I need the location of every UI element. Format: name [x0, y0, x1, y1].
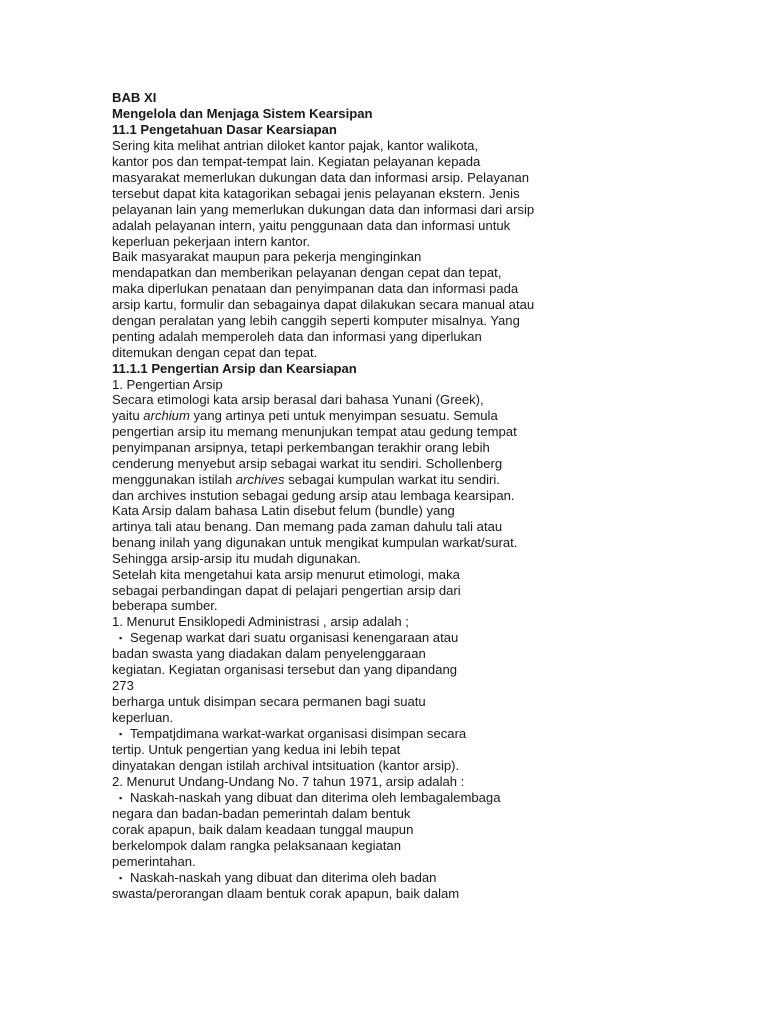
paragraph-line: adalah pelayanan intern, yaitu penggunaan data dan informasi untuk	[112, 218, 511, 233]
paragraph-line: pengertian arsip itu memang menunjukan tempat atau gedung tempat	[112, 424, 517, 439]
bullet-icon: ▪	[119, 793, 123, 803]
paragraph-line: beberapa sumber.	[112, 598, 218, 613]
paragraph-line: swasta/perorangan dlaam bentuk corak apapun, baik dalam	[112, 886, 460, 901]
source-item-2: 2. Menurut Undang-Undang No. 7 tahun 1971, arsip adalah :	[112, 774, 465, 789]
bullet-text: Naskah-naskah yang dibuat dan diterima oleh badan	[130, 870, 437, 885]
paragraph-line: Baik masyarakat maupun para pekerja menginginkan	[112, 249, 422, 264]
chapter-title: Mengelola dan Menjaga Sistem Kearsipan	[112, 106, 373, 121]
paragraph-line: penyimpanan arsipnya, tetapi perkembangan terakhir orang lebih	[112, 440, 490, 455]
paragraph-line: tersebut dapat kita katagorikan sebagai jenis pelayanan ekstern. Jenis	[112, 186, 520, 201]
section-heading-11-1-1: 11.1.1 Pengertian Arsip dan Kearsiapan	[112, 361, 357, 376]
bullet-icon: ▪	[119, 729, 123, 739]
paragraph-line: pelayanan lain yang memerlukan dukungan data dan informasi dari arsip	[112, 202, 535, 217]
paragraph-line: cenderung menyebut arsip sebagai warkat itu sendiri. Schollenberg	[112, 456, 503, 471]
bullet-icon: ▪	[119, 873, 123, 883]
paragraph-line: dengan peralatan yang lebih canggih seperti komputer misalnya. Yang	[112, 313, 520, 328]
text-run: sebagai kumpulan warkat itu sendiri.	[284, 472, 500, 487]
paragraph-line: ditemukan dengan cepat dan tepat.	[112, 345, 318, 360]
paragraph-line: kegiatan. Kegiatan organisasi tersebut dan yang dipandang	[112, 662, 458, 677]
text-run: yaitu	[112, 408, 144, 423]
bullet-icon: ▪	[119, 633, 123, 643]
text-run: yang artinya peti untuk menyimpan sesuatu. Semula	[189, 408, 498, 423]
paragraph-line: arsip kartu, formulir dan sebagainya dapat dilakukan secara manual atau	[112, 297, 535, 312]
paragraph-line: dan archives instution sebagai gedung arsip atau lembaga kearsipan.	[112, 488, 515, 503]
bullet-item	[119, 726, 466, 742]
paragraph-line: Setelah kita mengetahui kata arsip menurut etimologi, maka	[112, 567, 460, 582]
paragraph-line: benang inilah yang digunakan untuk mengikat kumpulan warkat/surat.	[112, 535, 518, 550]
page-number: 273	[112, 678, 134, 693]
paragraph-line: pemerintahan.	[112, 854, 196, 869]
paragraph-line: Sehingga arsip-arsip itu mudah digunakan.	[112, 551, 361, 566]
paragraph-line: badan swasta yang diadakan dalam penyelenggaraan	[112, 646, 426, 661]
paragraph-line: penting adalah memperoleh data dan informasi yang diperlukan	[112, 329, 482, 344]
paragraph-line: berkelompok dalam rangka pelaksanaan kegiatan	[112, 838, 401, 853]
paragraph-line: artinya tali atau benang. Dan memang pada zaman dahulu tali atau	[112, 519, 503, 534]
paragraph-line: mendapatkan dan memberikan pelayanan dengan cepat dan tepat,	[112, 265, 502, 280]
paragraph-line: keperluan pekerjaan intern kantor.	[112, 234, 310, 249]
paragraph-line: corak apapun, baik dalam keadaan tunggal maupun	[112, 822, 414, 837]
chapter-label: BAB XI	[112, 90, 157, 105]
paragraph-line: keperluan.	[112, 710, 174, 725]
text-run: menggunakan istilah	[112, 472, 236, 487]
bullet-item	[119, 630, 458, 646]
bullet-item	[119, 870, 436, 886]
paragraph-line: tertip. Untuk pengertian yang kedua ini lebih tepat	[112, 742, 401, 757]
paragraph-line: sebagai perbandingan dapat di pelajari pengertian arsip dari	[112, 583, 461, 598]
section-heading-11-1: 11.1 Pengetahuan Dasar Kearsiapan	[112, 122, 337, 137]
bullet-item	[119, 790, 501, 806]
paragraph-line: Secara etimologi kata arsip berasal dari bahasa Yunani (Greek),	[112, 392, 484, 407]
paragraph-line: Kata Arsip dalam bahasa Latin disebut felum (bundle) yang	[112, 503, 455, 518]
paragraph-line	[112, 472, 500, 488]
bullet-text: Tempatjdimana warkat-warkat organisasi disimpan secara	[130, 726, 467, 741]
paragraph-line: berharga untuk disimpan secara permanen bagi suatu	[112, 694, 426, 709]
paragraph-line	[112, 408, 498, 424]
paragraph-line: dinyatakan dengan istilah archival intsituation (kantor arsip).	[112, 758, 460, 773]
paragraph-line: kantor pos dan tempat-tempat lain. Kegiatan pelayanan kepada	[112, 154, 481, 169]
subheading: 1. Pengertian Arsip	[112, 377, 223, 392]
paragraph-line: maka diperlukan penataan dan penyimpanan data dan informasi pada	[112, 281, 519, 296]
term-archives: archives	[235, 472, 285, 487]
bullet-text: Segenap warkat dari suatu organisasi kenengaraan atau	[130, 630, 459, 645]
paragraph-line: Sering kita melihat antrian diloket kantor pajak, kantor walikota,	[112, 138, 479, 153]
paragraph-line: negara dan badan-badan pemerintah dalam bentuk	[112, 806, 411, 821]
term-archium: archium	[143, 408, 190, 423]
paragraph-line: masyarakat memerlukan dukungan data dan informasi arsip. Pelayanan	[112, 170, 530, 185]
source-item-1: 1. Menurut Ensiklopedi Administrasi , arsip adalah ;	[112, 614, 409, 629]
bullet-text: Naskah-naskah yang dibuat dan diterima oleh lembagalembaga	[130, 790, 501, 805]
